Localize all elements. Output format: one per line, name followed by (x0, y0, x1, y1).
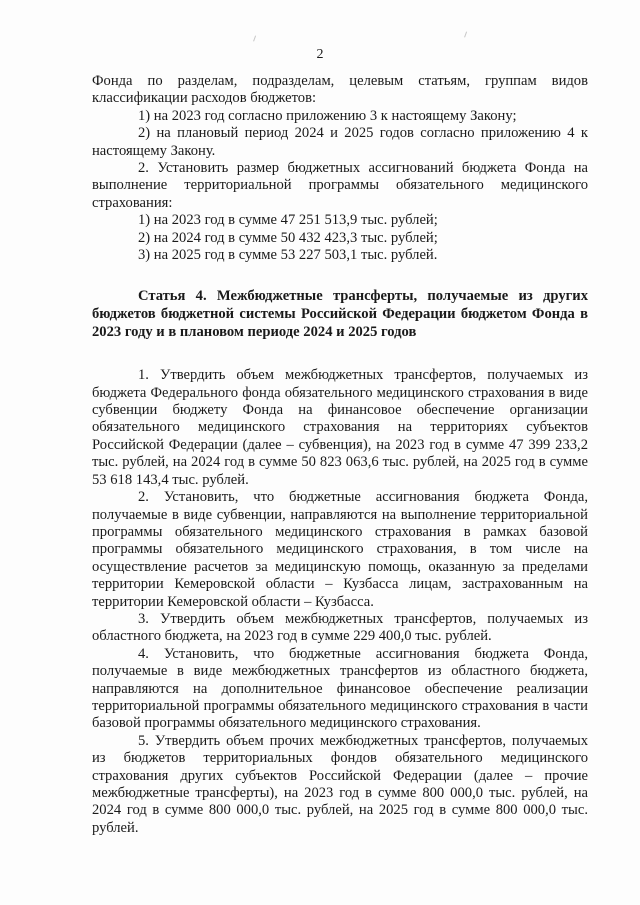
scan-mark (464, 31, 470, 38)
article-4-paragraph-4: 4. Установить, что бюджетные ассигнования бюджета Фонда, получаемые в виде межбюджетных трансфертов из областного бюджета, направляются на дополнительное финансовое обеспечение реализации территориальной программы обязательного медицинского страхования в части базовой программы обязательного медицинского страхования. (92, 645, 588, 732)
section-2-paragraph: 2. Установить размер бюджетных ассигнований бюджета Фонда на выполнение территориальной программы обязательного медицинского страхования: (92, 160, 588, 211)
intro-paragraph: Фонда по разделам, подразделам, целевым статьям, группам видов классификации расходов бюджетов: (92, 73, 588, 107)
article-4-paragraph-3: 3. Утвердить объем межбюджетных трансфертов, получаемых из областного бюджета, на 2023 год в сумме 229 400,0 тыс. рублей. (92, 610, 588, 645)
document-body (92, 73, 588, 837)
section-2-list-item: 3) на 2025 год в сумме 53 227 503,1 тыс. рублей. (138, 247, 438, 264)
article-4-paragraph-2: 2. Установить, что бюджетные ассигнования бюджета Фонда, получаемые в виде субвенции, направляются на выполнение территориальной программы обязательного медицинского страхования в рамках базовой программы обязательного медицинского страхования, в том числе на осуществление расчетов за медицинскую помощь, оказанную за пределами территории Кемеровской области – Кузбасса лицам, застрахованным на территории Кемеровской области – Кузбасса. (92, 489, 588, 610)
article-4-paragraph-1: 1. Утвердить объем межбюджетных трансфертов, получаемых из бюджета Федерального фонда обязательного медицинского страхования в виде субвенции бюджету Фонда на финансовое обеспечение организации обязательного медицинского страхования на территориях субъектов Российской Федерации (далее – субвенция), на 2023 год в сумме 47 399 233,2 тыс. рублей, на 2024 год в сумме 50 823 063,6 тыс. рублей, на 2025 год в сумме 53 618 143,4 тыс. рублей. (92, 367, 588, 488)
page-number: 2 (316, 47, 324, 62)
intro-list-item: 1) на 2023 год согласно приложению 3 к настоящему Закону; (138, 107, 517, 124)
section-2-list-item: 2) на 2024 год в сумме 50 432 423,3 тыс. рублей; (138, 229, 438, 246)
section-2-list-item: 1) на 2023 год в сумме 47 251 513,9 тыс. рублей; (138, 212, 438, 229)
article-4-paragraph-5: 5. Утвердить объем прочих межбюджетных трансфертов, получаемых из бюджетов территориальных фондов обязательного медицинского страхования других субъектов Российской Федерации (далее – прочие межбюджетные трансферты), на 2023 год в сумме 800 000,0 тыс. рублей, на 2024 год в сумме 800 000,0 тыс. рублей, на 2025 год в сумме 800 000,0 тыс. рублей. (92, 732, 588, 836)
article-4-heading: Статья 4. Межбюджетные трансферты, получаемые из других бюджетов бюджетной системы Российской Федерации бюджетом Фонда в 2023 году и в плановом периоде 2024 и 2025 годов (92, 288, 588, 340)
scan-mark (253, 35, 259, 42)
intro-list-item: 2) на плановый период 2024 и 2025 годов согласно приложению 4 к настоящему Закону. (92, 125, 588, 159)
